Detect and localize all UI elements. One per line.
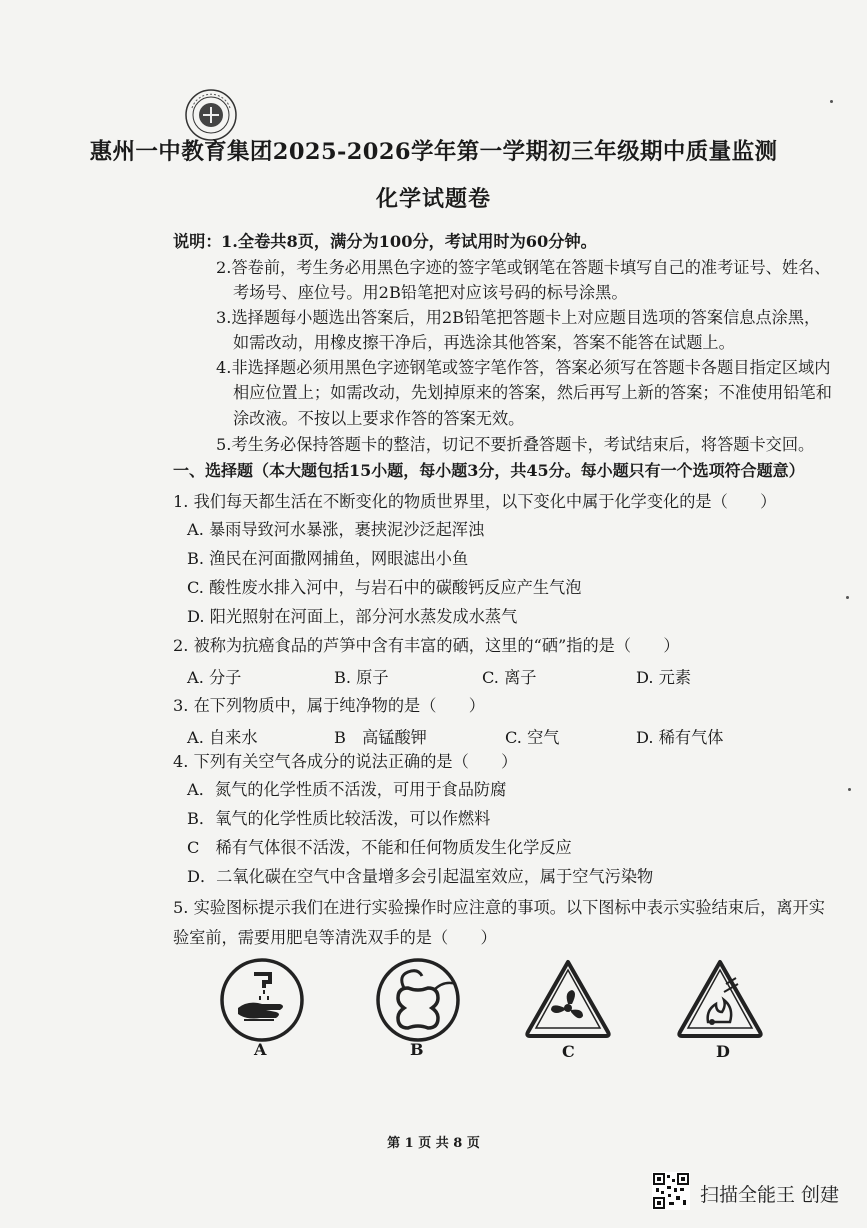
option-a: A．氮气的化学性质不活泼，可用于食品防腐 (187, 780, 507, 799)
question-stem: 3. 在下列物质中，属于纯净物的是（ ） (173, 696, 485, 715)
no-flame-icon (672, 952, 768, 1048)
question-stem: 4. 下列有关空气各成分的说法正确的是（ ） (173, 752, 518, 771)
question-stem: 2. 被称为抗癌食品的芦笋中含有丰富的硒，这里的“硒”指的是（ ） (173, 636, 680, 655)
option-c: C 稀有气体很不活泼，不能和任何物质发生化学反应 (187, 838, 572, 857)
qr-code-icon (652, 1172, 690, 1210)
option-b: B. 渔民在河面撒网捕鱼，网眼滤出小鱼 (187, 549, 469, 568)
section-heading: 一、选择题（本大题包括15小题，每小题3分，共45分。每小题只有一个选项符合题意） (173, 461, 805, 480)
option-c: C. 空气 (505, 728, 560, 747)
option-c: C. 离子 (482, 668, 537, 687)
option-a: A. 暴雨导致河水暴涨，裹挟泥沙泛起浑浊 (187, 520, 485, 539)
question-stem-line-2: 验室前，需要用肥皂等清洗双手的是（ ） (173, 928, 497, 947)
exam-title: 惠州一中教育集团2025-2026学年第一学期初三年级期中质量监测 (89, 139, 778, 165)
instruction-4-line-1: 4.非选择题必须用黑色字迹钢笔或签字笔作答，答案必须写在答题卡各题目指定区域内 (216, 358, 831, 377)
scanner-watermark: 扫描全能王 创建 (700, 1184, 840, 1206)
scan-speck (830, 100, 833, 103)
instruction-5: 5.考生务必保持答题卡的整洁，切记不要折叠答题卡，考试结束后，将答题卡交回。 (216, 435, 815, 454)
hot-container-icon (370, 952, 466, 1048)
instruction-4-line-2: 相应位置上；如需改动，先划掉原来的答案，然后再写上新的答案；不准使用铅笔和 (233, 383, 832, 402)
icon-label-c: C (562, 1042, 575, 1061)
option-b: B. 原子 (334, 668, 389, 687)
option-d: D. 元素 (636, 668, 692, 687)
icon-label-b: B (410, 1040, 424, 1059)
instruction-3-line-1: 3.选择题每小题选出答案后，用2B铅笔把答题卡上对应题目选项的答案信息点涂黑， (216, 308, 821, 327)
question-stem-line-1: 5. 实验图标提示我们在进行实验操作时应注意的事项。以下图标中表示实验结束后，离开实 (173, 898, 825, 917)
option-b: B 高锰酸钾 (334, 728, 427, 747)
instruction-4-line-3: 涂改液。不按以上要求作答的答案无效。 (233, 409, 525, 428)
instructions-label: 说明： (173, 232, 222, 251)
scan-speck (846, 596, 849, 599)
instruction-2-line-1: 2.答卷前，考生务必用黑色字迹的签字笔或钢笔在答题卡填写自己的准考证号、姓名、 (216, 258, 831, 277)
option-d: D. 阳光照射在河面上，部分河水蒸发成水蒸气 (187, 607, 518, 626)
page-number: 第 1 页 共 8 页 (387, 1136, 480, 1151)
ventilation-fan-icon (520, 952, 616, 1048)
option-a: A. 自来水 (187, 728, 258, 747)
instruction-2-line-2: 考场号、座位号。用2B铅笔把对应该号码的标号涂黑。 (233, 283, 628, 302)
option-c: C. 酸性废水排入河中，与岩石中的碳酸钙反应产生气泡 (187, 578, 582, 597)
icon-label-a: A (254, 1040, 267, 1059)
option-b: B．氧气的化学性质比较活泼，可以作燃料 (187, 809, 491, 828)
option-d: D. 稀有气体 (636, 728, 724, 747)
instruction-3-line-2: 如需改动，用橡皮擦干净后，再选涂其他答案，答案不能答在试题上。 (233, 333, 735, 352)
option-d: D．二氧化碳在空气中含量增多会引起温室效应，属于空气污染物 (187, 867, 654, 886)
icon-label-d: D (716, 1042, 730, 1061)
scan-speck (848, 788, 851, 791)
exam-subtitle: 化学试题卷 (375, 186, 491, 212)
instruction-1: 1.全卷共8页，满分为100分，考试用时为60分钟。 (221, 232, 597, 251)
option-a: A. 分子 (187, 668, 242, 687)
hand-wash-icon (214, 952, 310, 1048)
question-stem: 1. 我们每天都生活在不断变化的物质世界里，以下变化中属于化学变化的是（ ） (173, 492, 777, 511)
